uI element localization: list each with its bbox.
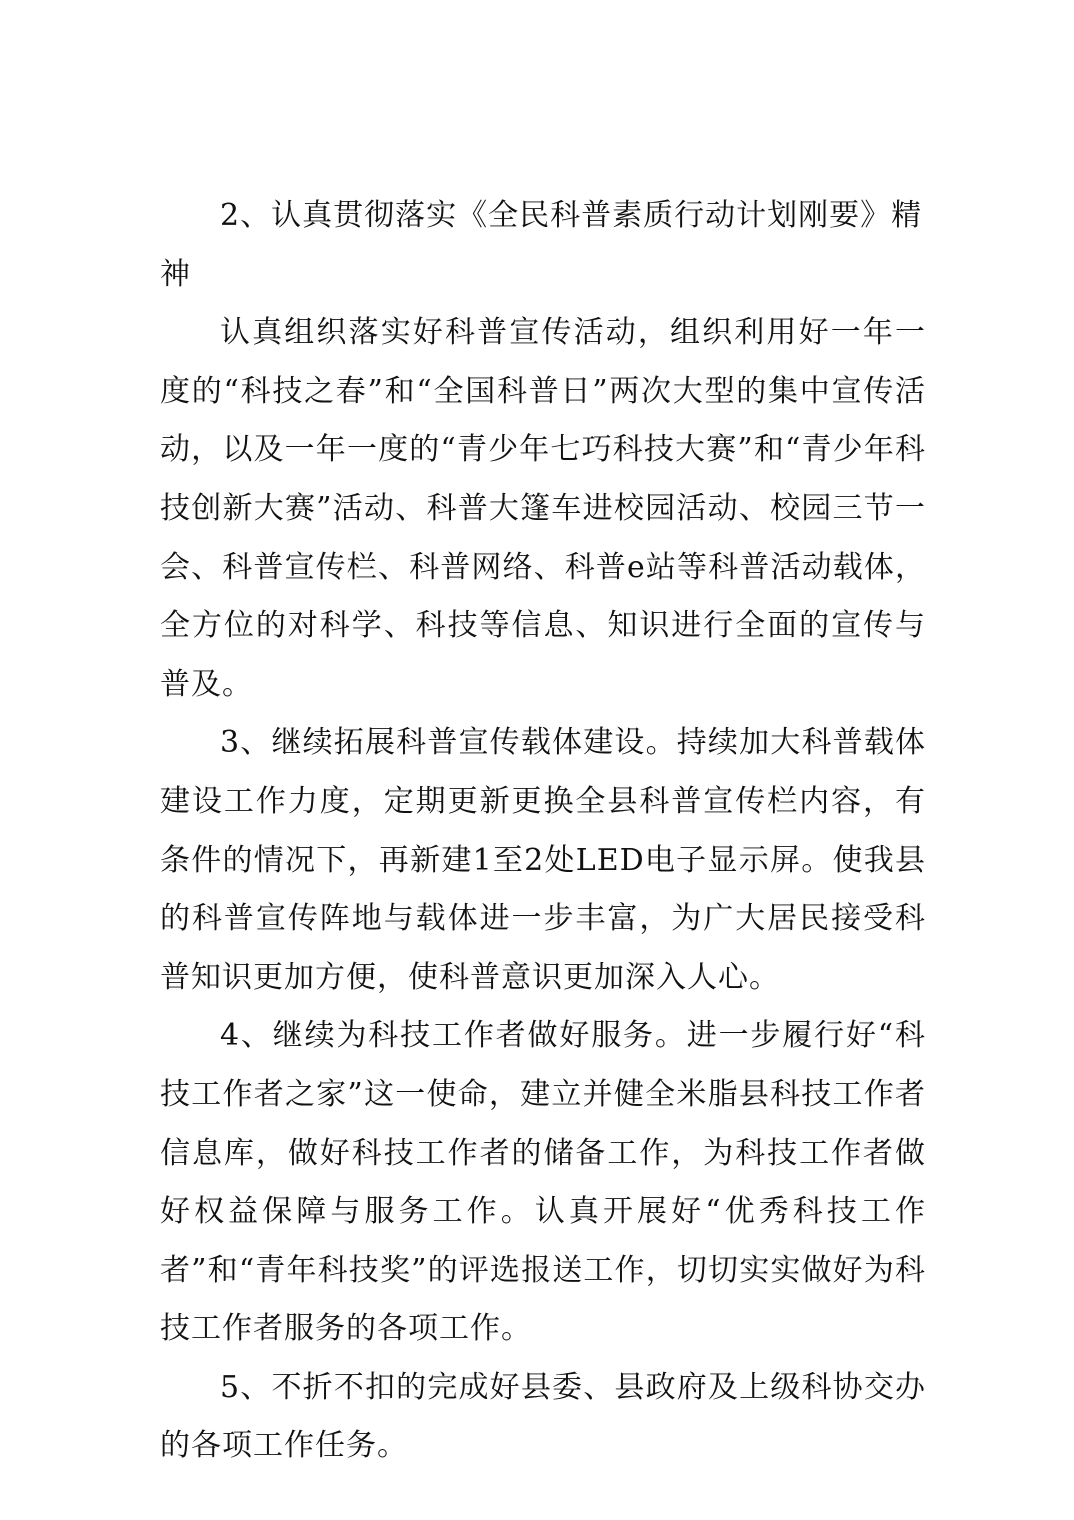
paragraph-item-3: 3、继续拓展科普宣传载体建设。持续加大科普载体建设工作力度，定期更新更换全县科普宣传栏内容，有条件的情况下，再新建1至2处LED电子显示屏。使我县的科普宣传阵地与载体进一步丰富，为广大居民接受科普知识更加方便，使科普意识更加深入人心。 <box>160 725 926 995</box>
document-page <box>160 187 926 1476</box>
paragraph-item-5: 5、不折不扣的完成好县委、县政府及上级科协交办的各项工作任务。 <box>160 1369 926 1464</box>
paragraph-publicity-activities: 认真组织落实好科普宣传活动，组织利用好一年一度的“科技之春”和“全国科普日”两次大型的集中宣传活动，以及一年一度的“青少年七巧科技大赛”和“青少年科技创新大赛”活动、科普大篷车进校园活动、校园三节一会、科普宣传栏、科普网络、科普e站等科普活动载体，全方位的对科学、科技等信息、知识进行全面的宣传与普及。 <box>160 315 926 702</box>
paragraph-item-4: 4、继续为科技工作者做好服务。进一步履行好“科技工作者之家”这一使命，建立并健全米脂县科技工作者信息库，做好科技工作者的储备工作，为科技工作者做好权益保障与服务工作。认真开展好“优秀科技工作者”和“青年科技奖”的评选报送工作，切切实实做好为科技工作者服务的各项工作。 <box>160 1018 926 1347</box>
section-heading-2: 2、认真贯彻落实《全民科普素质行动计划刚要》精神 <box>160 198 923 292</box>
